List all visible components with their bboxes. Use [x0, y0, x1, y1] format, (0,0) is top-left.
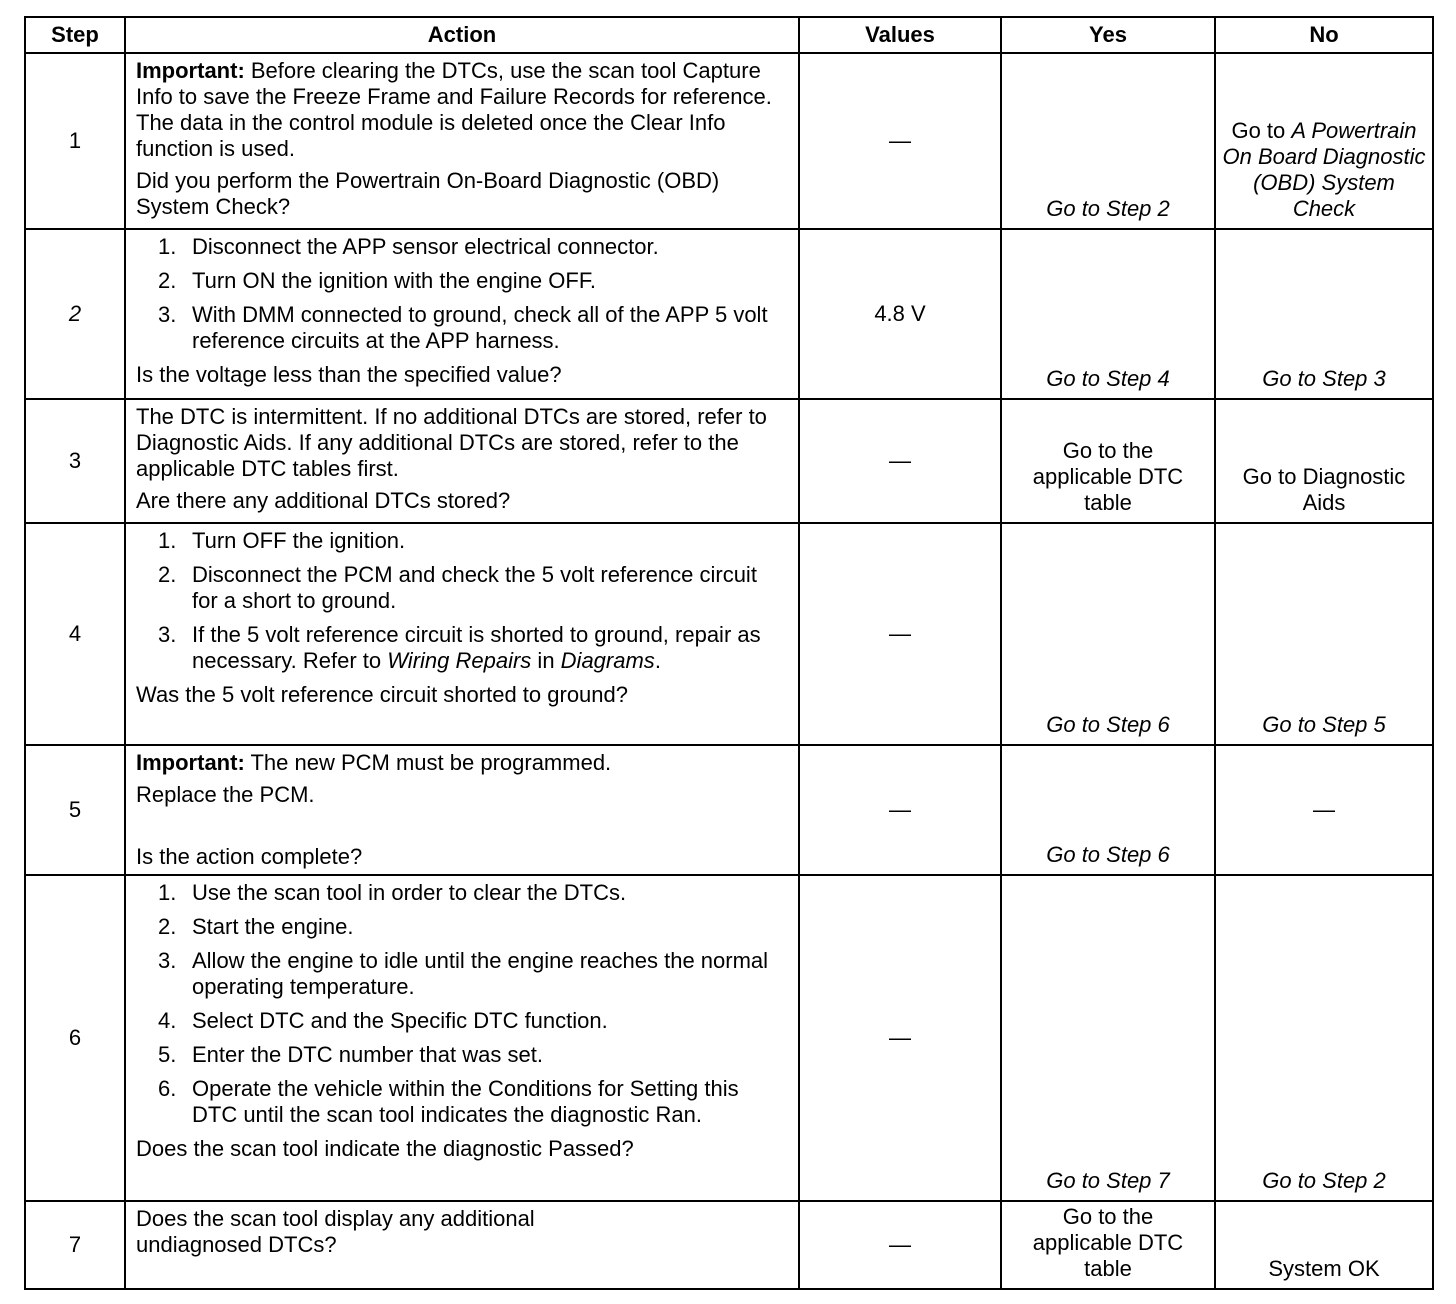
list-item: 2. Disconnect the PCM and check the 5 volt reference circuit for a short to ground. — [158, 562, 757, 613]
yes-link[interactable]: Go to Step 6 — [1001, 745, 1215, 875]
list-item: 3. If the 5 volt reference circuit is shorted to ground, repair as necessary. Refer to Wiring Repairs in Diagrams. — [158, 622, 761, 673]
value-cell: — — [799, 745, 1001, 875]
procedure-list — [136, 528, 788, 674]
list-item: 1. Disconnect the APP sensor electrical connector. — [158, 234, 659, 259]
no-link[interactable]: Go to Step 2 — [1215, 875, 1433, 1201]
table-row-step-1 — [25, 53, 1433, 229]
header-row — [25, 17, 1433, 53]
action-cell — [125, 1201, 799, 1289]
no-cell: System OK — [1215, 1201, 1433, 1289]
table-row-step-4 — [25, 523, 1433, 745]
table-row-step-3 — [25, 399, 1433, 523]
important-label: Important: — [136, 750, 245, 775]
question: Is the action complete? — [136, 844, 363, 869]
yes-link[interactable]: Go to Step 6 — [1001, 523, 1215, 745]
important-text: Before clearing the DTCs, use the scan tool Capture Info to save the Freeze Frame and Failure Records for reference. The data in the control module is deleted once the Clear Info function is used. — [136, 58, 772, 161]
header-action: Action — [125, 17, 799, 53]
action-cell — [125, 745, 799, 875]
no-link[interactable]: Go to Step 3 — [1215, 229, 1433, 399]
question: Does the scan tool indicate the diagnostic Passed? — [136, 1136, 634, 1161]
list-item: 2. Start the engine. — [158, 914, 354, 939]
list-item: 3. Allow the engine to idle until the engine reaches the normal operating temperature. — [158, 948, 769, 999]
header-no: No — [1215, 17, 1433, 53]
step-number: 3 — [25, 399, 125, 523]
procedure-list — [136, 880, 788, 1128]
list-item: 3. With DMM connected to ground, check all of the APP 5 volt reference circuits at the APP harness. — [158, 302, 768, 353]
list-item: 1. Turn OFF the ignition. — [158, 528, 406, 553]
question: Does the scan tool display any additional undiagnosed DTCs? — [136, 1206, 535, 1257]
yes-link[interactable]: Go to the applicable DTC table — [1001, 1201, 1215, 1289]
diagrams-link[interactable]: Diagrams — [560, 648, 655, 673]
step-number: 1 — [25, 53, 125, 229]
no-cell: — — [1215, 745, 1433, 875]
list-item: 4. Select DTC and the Specific DTC function. — [158, 1008, 608, 1033]
value-cell: — — [799, 53, 1001, 229]
value-cell: — — [799, 399, 1001, 523]
header-values: Values — [799, 17, 1001, 53]
important-note — [136, 58, 788, 162]
step-number: 6 — [25, 875, 125, 1201]
table-row-step-5 — [25, 745, 1433, 875]
table-row-step-7 — [25, 1201, 1433, 1289]
yes-link[interactable]: Go to Step 7 — [1001, 875, 1215, 1201]
question: Are there any additional DTCs stored? — [136, 488, 511, 513]
action-cell — [125, 399, 799, 523]
action-text: Replace the PCM. — [136, 782, 315, 807]
value-cell: 4.8 V — [799, 229, 1001, 399]
table-row-step-6 — [25, 875, 1433, 1201]
no-prefix: Go to — [1231, 118, 1292, 143]
yes-link[interactable]: Go to Step 4 — [1001, 229, 1215, 399]
action-cell — [125, 875, 799, 1201]
step-number: 5 — [25, 745, 125, 875]
step-number: 4 — [25, 523, 125, 745]
action-cell — [125, 229, 799, 399]
question: Did you perform the Powertrain On-Board Diagnostic (OBD) System Check? — [136, 168, 720, 219]
list-item: 5. Enter the DTC number that was set. — [158, 1042, 543, 1067]
list-item: 1. Use the scan tool in order to clear the DTCs. — [158, 880, 627, 905]
yes-link[interactable]: Go to the applicable DTC table — [1001, 399, 1215, 523]
no-link[interactable]: Go to Step 5 — [1215, 523, 1433, 745]
important-note — [136, 750, 788, 776]
important-label: Important: — [136, 58, 245, 83]
header-step: Step — [25, 17, 125, 53]
action-cell — [125, 53, 799, 229]
step-number: 2 — [25, 229, 125, 399]
action-cell — [125, 523, 799, 745]
yes-link[interactable]: Go to Step 2 — [1001, 53, 1215, 229]
value-cell: — — [799, 1201, 1001, 1289]
action-text: The DTC is intermittent. If no additional DTCs are stored, refer to Diagnostic Aids. If any additional DTCs are stored, refer to the applicable DTC tables first. — [136, 404, 767, 481]
value-cell: — — [799, 523, 1001, 745]
diagnostic-table — [24, 16, 1434, 1290]
no-link[interactable]: Go to Diagnostic Aids — [1215, 399, 1433, 523]
step-number: 7 — [25, 1201, 125, 1289]
value-cell: — — [799, 875, 1001, 1201]
list-item: 2. Turn ON the ignition with the engine OFF. — [158, 268, 596, 293]
list-item: 6. Operate the vehicle within the Conditions for Setting this DTC until the scan tool indicates the diagnostic Ran. — [158, 1076, 739, 1127]
no-link[interactable]: A Powertrain On Board Diagnostic (OBD) System Check — [1222, 118, 1426, 221]
question: Was the 5 volt reference circuit shorted to ground? — [136, 682, 628, 707]
table-row-step-2 — [25, 229, 1433, 399]
wiring-repairs-link[interactable]: Wiring Repairs — [387, 648, 532, 673]
procedure-list — [136, 234, 788, 354]
question: Is the voltage less than the specified value? — [136, 362, 562, 387]
header-yes: Yes — [1001, 17, 1215, 53]
no-cell[interactable] — [1215, 53, 1433, 229]
important-text: The new PCM must be programmed. — [244, 750, 612, 775]
